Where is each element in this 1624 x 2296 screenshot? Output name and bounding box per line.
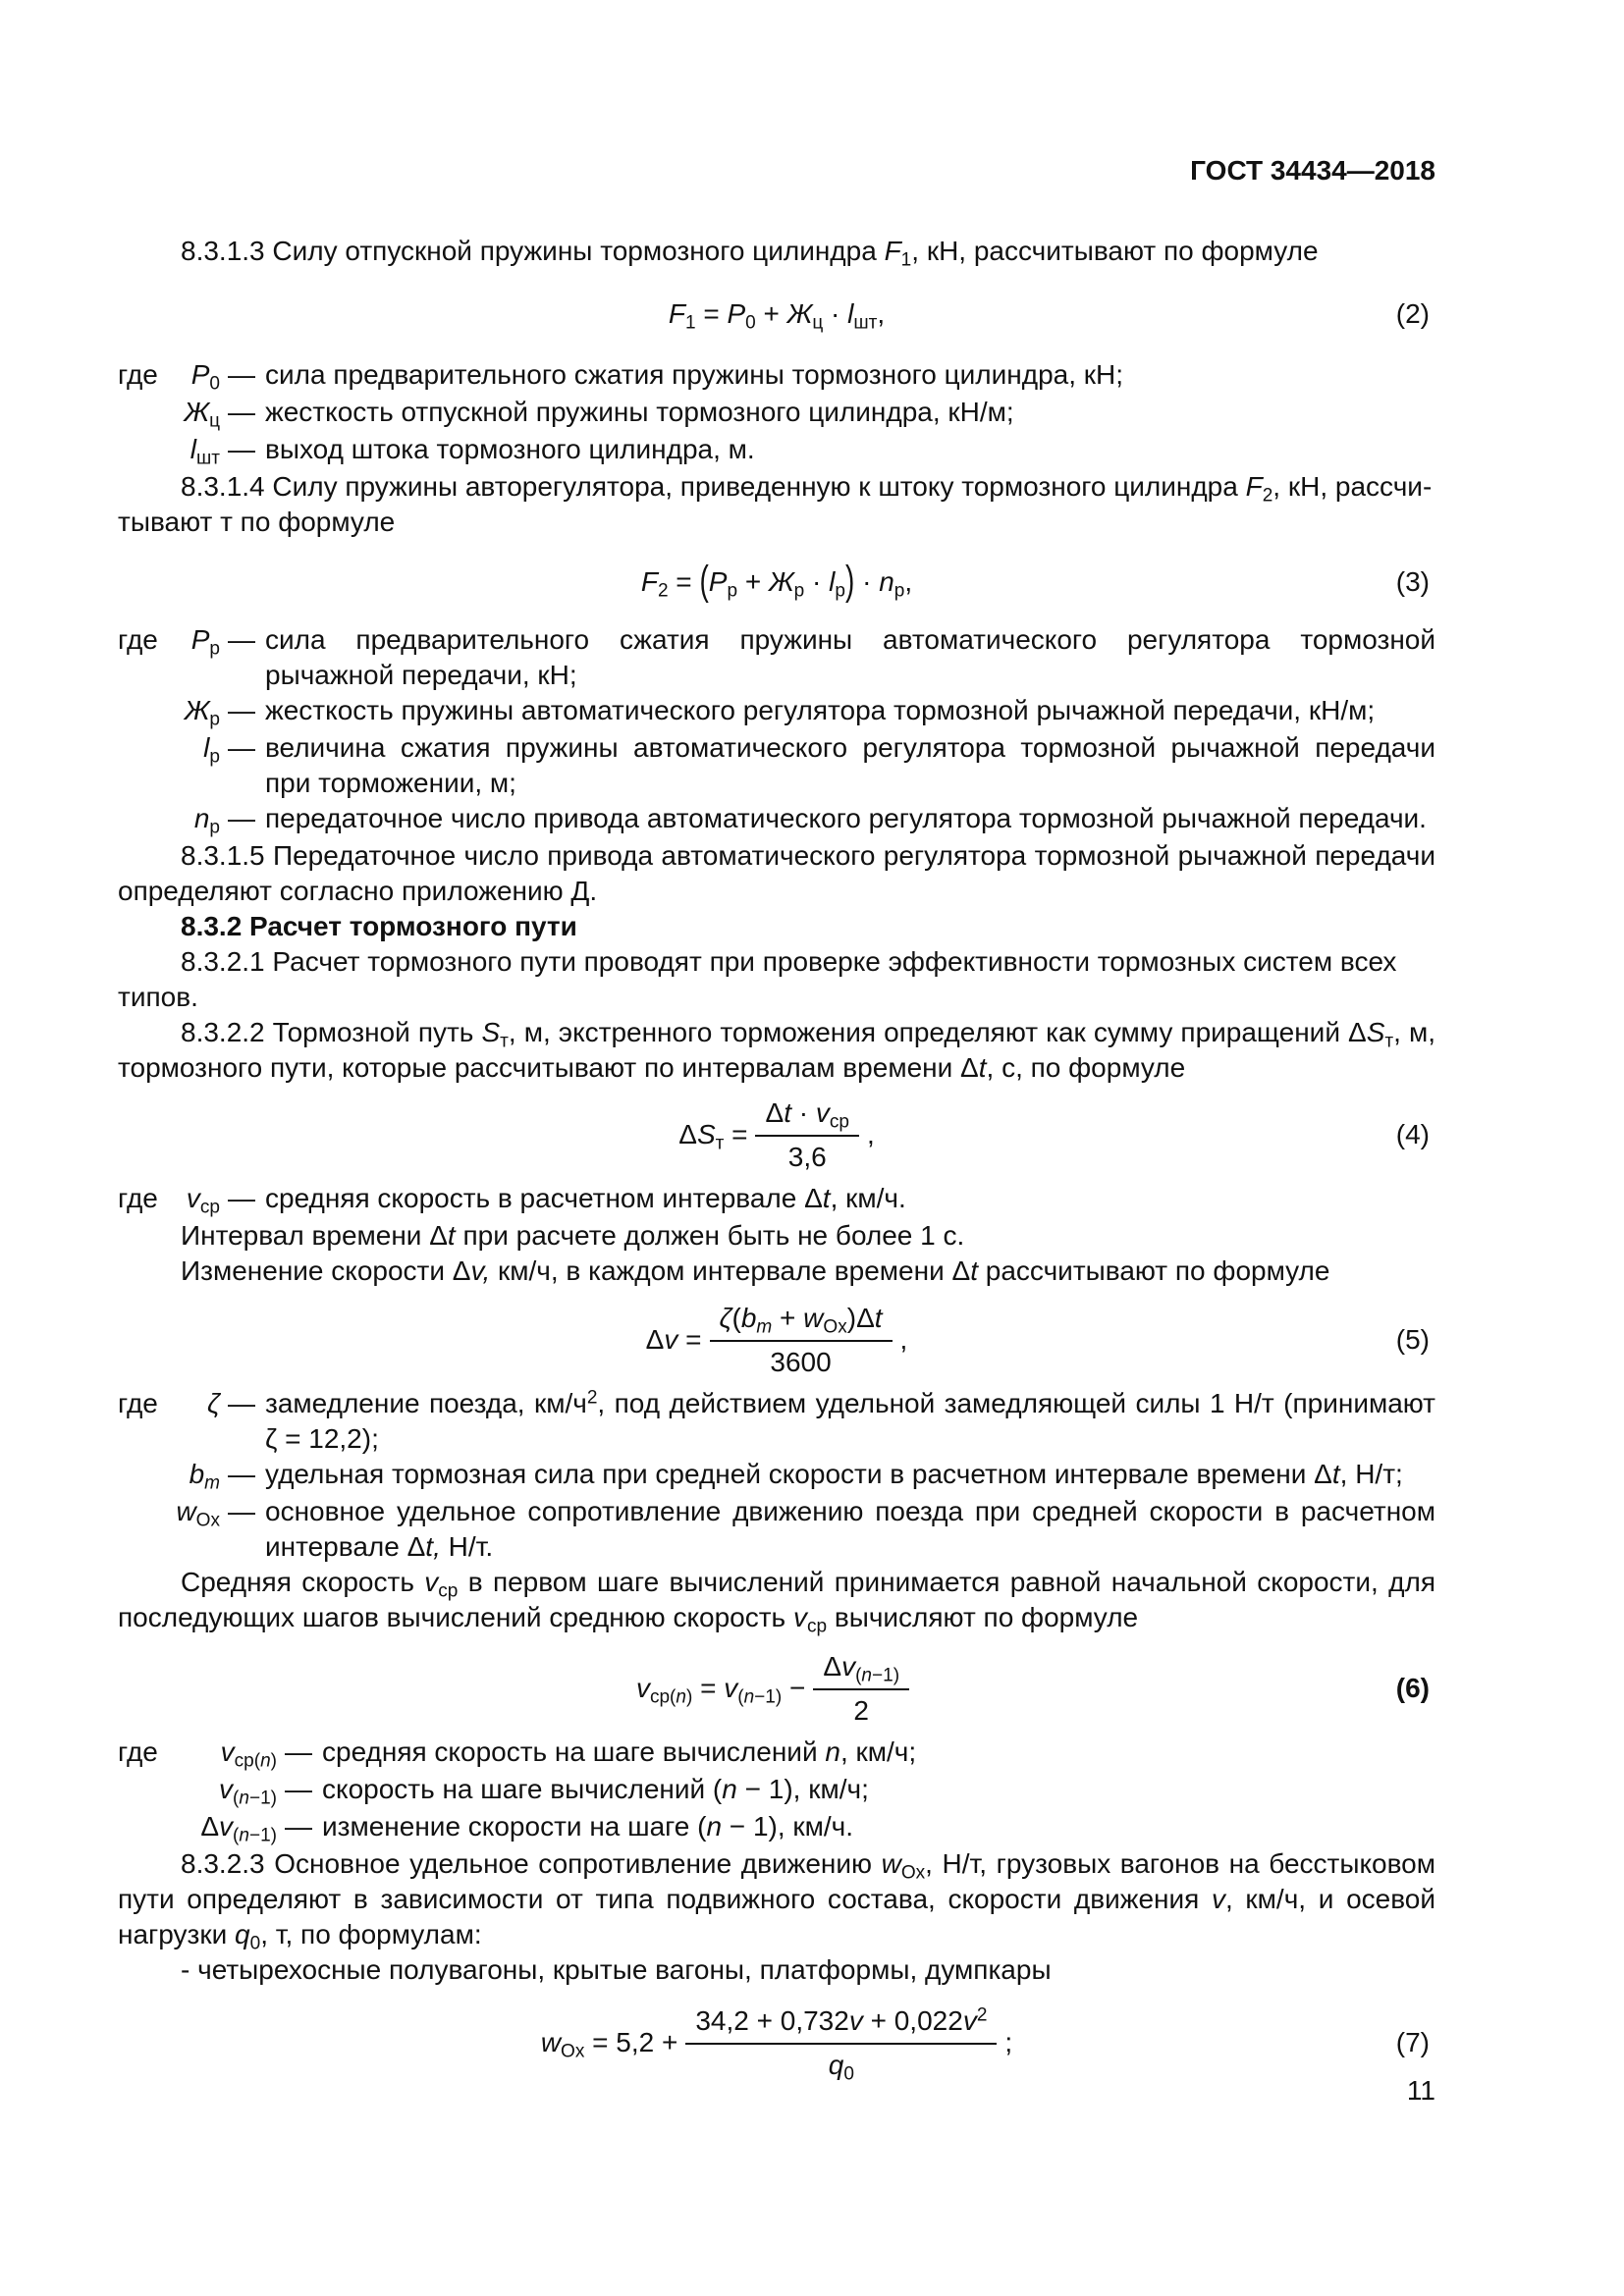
definition-dash: — (228, 434, 255, 464)
definition-text: передаточное число привода автоматического регулятора тормозной рычажной передачи. (265, 803, 1427, 833)
paragraph-speed-change: Изменение скорости Δv, км/ч, в каждом интервале времени Δt рассчитывают по формуле (181, 1255, 1330, 1286)
definition-text: удельная тормозная сила при средней скорости в расчетном интервале времени Δt, Н/т; (265, 1459, 1403, 1489)
definition-symbol: $w_{Ox}$ (176, 1496, 220, 1531)
definition-row (118, 730, 1435, 801)
definition-symbol: $b_m$ (189, 1459, 220, 1494)
formula-4 (118, 1094, 1435, 1175)
paragraph-interval: Интервал времени Δt при расчете должен быть не более 1 с. (181, 1220, 965, 1251)
definition-symbol: $v_{(n-1)}$ (219, 1774, 277, 1809)
definition-row (118, 357, 1435, 395)
fraction (813, 1647, 909, 1729)
definition-lead: где (118, 1388, 158, 1418)
definition-symbol: $v_{ср(n)}$ (220, 1736, 277, 1772)
standard-number: ГОСТ 34434—2018 (1190, 155, 1435, 186)
definition-row (118, 1386, 1435, 1457)
paragraph-8-3-1-3: 8.3.1.3 Силу отпускной пружины тормозного цилиндра $F_1$, кН, рассчитывают по формуле (181, 236, 1319, 271)
definition-symbol: $n_р$ (193, 803, 220, 838)
definition-dash: — (228, 397, 255, 427)
paragraph-wagon-types: - четырехосные полувагоны, крытые вагоны, платформы, думпкары (181, 1954, 1052, 1985)
definition-lead: где (118, 359, 158, 390)
definition-row (118, 1772, 1435, 1809)
definition-row (118, 622, 1435, 693)
heading-8-3-2: 8.3.2 Расчет тормозного пути (181, 911, 577, 941)
formula-7 (118, 2002, 1435, 2083)
paragraph-8-3-2-2: 8.3.2.2 Тормозной путь $S_т$, м, экстренного торможения определяют как сумму приращений $\Delta S_т$, м, тормозного пути, которые рассчитывают по интервалам времени Δt, с, по формуле (118, 1017, 1436, 1083)
fraction (755, 1094, 858, 1175)
definitions-formula-4 (118, 1181, 1435, 1218)
definitions-formula-6 (118, 1735, 1435, 1846)
fraction-denominator: 3,6 (787, 1142, 827, 1172)
paragraph-average-speed: Средняя скорость $v_{ср}$ в первом шаге вычислений принимается равной начальной скорости, для последующих шагов вычислений среднюю скорость $v_{ср}$ вычисляют по формуле (118, 1567, 1435, 1637)
formula-3 (118, 554, 1435, 611)
definition-row (118, 1494, 1435, 1565)
paragraph-8-3-1-5: 8.3.1.5 Передаточное число привода автоматического регулятора тормозной рычажной передачи определяют согласно приложению Д. (118, 840, 1435, 906)
definition-text: жесткость отпускной пружины тормозного цилиндра, кН/м; (265, 397, 1014, 427)
definition-symbol: $v_{ср}$ (186, 1183, 220, 1218)
definition-row (118, 1735, 1435, 1772)
formula-7-lhs: $w_{Ox} = 5,2$ + (540, 2026, 678, 2061)
definition-row (118, 1809, 1435, 1846)
formula-5-number: (5) (1395, 1323, 1430, 1355)
formula-7-after: ; (1004, 2026, 1013, 2057)
definition-dash: — (228, 624, 255, 655)
definition-text: сила предварительного сжатия пружины тормозного цилиндра, кН; (265, 359, 1124, 390)
formula-5-lhs: Δv = (645, 1323, 702, 1355)
formula-7-number: (7) (1395, 2026, 1430, 2057)
definition-symbol: $P_р$ (190, 624, 220, 660)
formula-6 (118, 1647, 1435, 1729)
paragraph-8-3-2-1: 8.3.2.1 Расчет тормозного пути проводят при проверке эффективности тормозных систем всех типов. (118, 946, 1397, 1012)
definitions-formula-3 (118, 622, 1435, 838)
formula-3-number: (3) (1395, 566, 1430, 597)
definition-lead: где (118, 1736, 158, 1767)
definition-symbol: $P_0$ (190, 359, 220, 395)
formula-5 (118, 1299, 1435, 1380)
definition-lead: где (118, 624, 158, 655)
definition-symbol: $Ж_р$ (184, 695, 220, 730)
formula-4-number: (4) (1395, 1118, 1430, 1149)
fraction (710, 1299, 893, 1380)
formula-6-lhs: $v_{ср(n)} = v_{(n-1)}$ − (635, 1672, 806, 1707)
definition-row (118, 1181, 1435, 1218)
definition-text: изменение скорости на шаге (n − 1), км/ч. (322, 1811, 854, 1842)
definition-row (118, 432, 1435, 469)
definition-dash: — (228, 1496, 255, 1526)
formula-6-number: (6) (1395, 1672, 1430, 1703)
formula-5-after: , (899, 1323, 908, 1355)
definition-text: сила предварительного сжатия пружины автоматического регулятора тормозной рычажной передачи, кН; (265, 624, 1435, 690)
definition-row (118, 395, 1435, 432)
definition-symbol: ζ (207, 1388, 220, 1418)
page-number: 11 (1406, 2075, 1435, 2106)
page-header (118, 153, 1435, 188)
formula-2-body: $F_1 = P_0 + Ж_ц \cdot l_{шт}$, (668, 298, 886, 334)
formula-4-lhs: $\Delta S_т$ = (678, 1118, 748, 1153)
fraction-numerator: $34,2 + 0,732v + 0,022v^2$ (685, 2002, 997, 2045)
formula-2 (118, 293, 1435, 336)
fraction-numerator: $\zeta(b_m + w_{Ox})\Delta t$ (710, 1299, 893, 1342)
definition-symbol: $l_{шт}$ (189, 434, 220, 469)
formula-4-after: , (866, 1118, 875, 1149)
formula-3-body: $F_2 = (P_р + Ж_р \cdot l_р) \cdot n_р$, (640, 558, 913, 604)
definition-dash: — (228, 1459, 255, 1489)
definition-symbol: $Ж_ц$ (184, 397, 220, 432)
fraction-denominator: 2 (853, 1695, 869, 1726)
definitions-formula-5 (118, 1386, 1435, 1565)
definition-text: скорость на шаге вычислений (n − 1), км/ч; (322, 1774, 869, 1804)
definition-dash: — (228, 732, 255, 763)
definition-dash: — (228, 1388, 255, 1418)
paragraph-8-3-2-3: 8.3.2.3 Основное удельное сопротивление движению $w_{Ox}$, Н/т, грузовых вагонов на бесстыковом пути определяют в зависимости от типа подвижного состава, скорости движения v, км/ч, и осевой нагрузки $q_0$, т, по формулам: (118, 1848, 1435, 1954)
definition-text: жесткость пружины автоматического регулятора тормозной рычажной передачи, кН/м; (265, 695, 1376, 725)
definition-dash: — (228, 695, 255, 725)
fraction-denominator: $q_0$ (828, 2050, 854, 2085)
definition-text: величина сжатия пружины автоматического регулятора тормозной рычажной передачи при торможении, м; (265, 732, 1435, 798)
definition-symbol: $\Delta v_{(n-1)}$ (200, 1811, 277, 1846)
fraction-numerator: $\Delta v_{(n-1)}$ (813, 1647, 909, 1690)
definition-dash: — (285, 1736, 312, 1767)
definition-dash: — (228, 1183, 255, 1213)
definitions-formula-2 (118, 357, 1435, 469)
fraction-numerator: $\Delta t \cdot v_{ср}$ (755, 1094, 858, 1137)
paragraph-8-3-1-4: 8.3.1.4 Силу пружины авторегулятора, приведенную к штоку тормозного цилиндра $F_2$, кН, рассчи- тывают т по формуле (118, 471, 1433, 537)
definition-text: замедление поезда, $км/ч^2$, под действием удельной замедляющей силы 1 Н/т (принимают ζ = 12,2); (265, 1387, 1435, 1454)
definition-text: средняя скорость в расчетном интервале Δt, км/ч. (265, 1183, 906, 1213)
definition-dash: — (228, 359, 255, 390)
definition-dash: — (228, 803, 255, 833)
fraction (685, 2002, 997, 2083)
definition-dash: — (285, 1774, 312, 1804)
definition-dash: — (285, 1811, 312, 1842)
definition-symbol: $l_р$ (203, 732, 220, 768)
definition-text: средняя скорость на шаге вычислений n, км/ч; (322, 1736, 917, 1767)
definition-row (118, 693, 1435, 730)
definition-text: основное удельное сопротивление движению поезда при средней скорости в расчетном интервале Δt, Н/т. (265, 1496, 1435, 1562)
definition-row (118, 801, 1435, 838)
definition-text: выход штока тормозного цилиндра, м. (265, 434, 755, 464)
formula-2-number: (2) (1395, 298, 1430, 329)
fraction-denominator: 3600 (770, 1347, 832, 1377)
definition-lead: где (118, 1183, 158, 1213)
definition-row (118, 1457, 1435, 1494)
